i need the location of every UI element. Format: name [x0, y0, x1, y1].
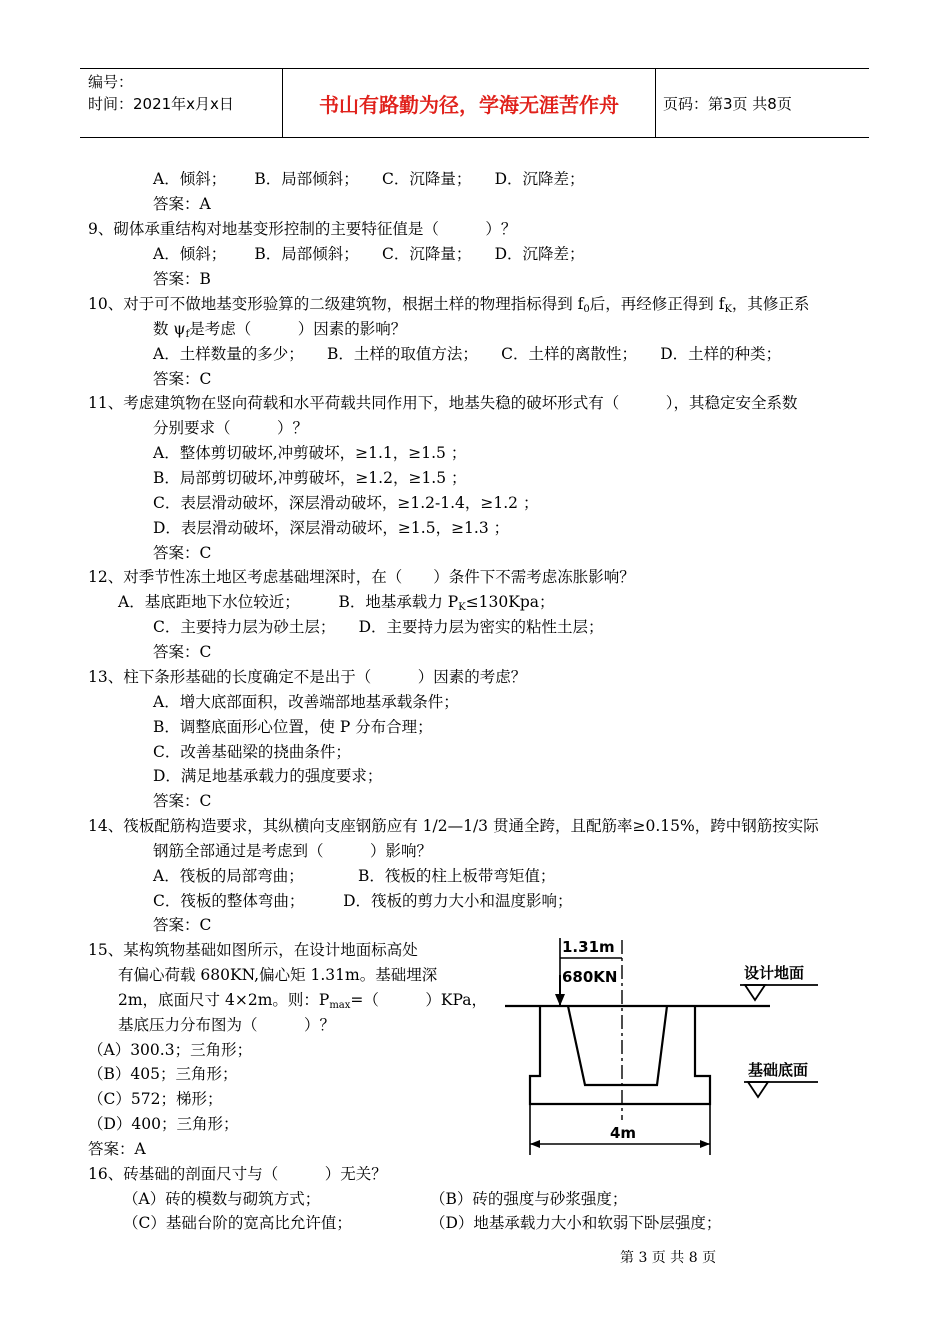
q10-question-line1: 10、对于可不做地基变形验算的二级建筑物，根据土样的物理指标得到 $f_0$后，再经修正得到 $f_K$，其修正系	[88, 295, 810, 315]
q15-option-c: （C）572；梯形；	[88, 1090, 223, 1108]
ground-label: 设计地面	[744, 964, 805, 982]
q11-option-a: A．整体剪切破坏,冲剪破坏，≥1.1，≥1.5 ；	[153, 444, 467, 462]
q11-option-b: B．局部剪切破坏,冲剪破坏，≥1.2，≥1.5 ；	[153, 469, 467, 487]
q16-option-b: （B）砖的强度与砂浆强度；	[430, 1190, 628, 1208]
foundation-outline	[530, 1006, 710, 1104]
q11-option-c: C．表层滑动破坏，深层滑动破坏，≥1.2-1.4，≥1.2 ；	[153, 494, 539, 512]
q15-option-a: （A）300.3；三角形；	[88, 1041, 253, 1059]
header-info	[88, 71, 234, 115]
q12-options-ab: A．基底距地下水位较近； B．地基承载力 $P_K\le 130Kpa$；	[118, 593, 555, 613]
q15-question-line2: 有偏心荷载 680KN,偏心矩 1.31m。基础埋深	[118, 966, 438, 984]
q15-answer: 答案：A	[88, 1140, 146, 1158]
q10-answer: 答案：C	[153, 370, 212, 388]
q15-question-line3: 2m，底面尺寸 4×2m。则：$P_{max}=$（ ）KPa，	[118, 991, 487, 1011]
base-label: 基础底面	[748, 1061, 809, 1079]
ground-level-marker	[745, 985, 765, 1000]
q13-answer: 答案：C	[153, 792, 212, 810]
header-motto: 书山有路勤为径，学海无涯苦作舟	[319, 92, 619, 117]
q15-question-line1: 15、某构筑物基础如图所示，在设计地面标高处	[88, 941, 418, 959]
foundation-pit	[568, 1006, 667, 1085]
width-label: 4m	[610, 1124, 637, 1142]
q8-answer: 答案：A	[153, 195, 211, 213]
q13-option-c: C．改善基础梁的挠曲条件；	[153, 743, 351, 761]
page-header	[80, 68, 869, 138]
q12-options-cd: C．主要持力层为砂土层； D．主要持力层为密实的粘性土层；	[153, 618, 604, 636]
q11-question-line2: 分别要求（ ）？	[153, 419, 309, 437]
q15-question-line4: 基底压力分布图为（ ）？	[118, 1016, 336, 1034]
q10-question-line2: 数 $\psi_f$是考虑（ ）因素的影响？	[153, 320, 407, 340]
q14-question-line2: 钢筋全部通过是考虑到（ ）影响？	[153, 842, 433, 860]
q9-answer: 答案：B	[153, 270, 211, 288]
load-label: 680KN	[562, 968, 618, 986]
q16-option-d: （D）地基承载力大小和软弱下卧层强度；	[430, 1214, 722, 1232]
q12-question: 12、对季节性冻土地区考虑基础埋深时，在（ ）条件下不需考虑冻胀影响？	[88, 568, 635, 586]
q14-options-ab: A．筏板的局部弯曲； B．筏板的柱上板带弯矩值；	[153, 867, 556, 885]
q8-options: A．倾斜； B．局部倾斜； C．沉降量； D．沉降差；	[153, 170, 585, 188]
header-number: 编号：	[88, 73, 134, 91]
q16-option-a: （A）砖的模数与砌筑方式；	[123, 1190, 321, 1208]
q10-options: A．土样数量的多少； B．土样的取值方法； C．土样的离散性； D．土样的种类；	[153, 345, 782, 363]
q11-question-line1: 11、考虑建筑物在竖向荷载和水平荷载共同作用下，地基失稳的破坏形式有（ ），其稳定安全系数	[88, 394, 798, 412]
header-time: 时间：2021年x月x日	[88, 95, 234, 113]
q16-option-c: （C）基础台阶的宽高比允许值；	[123, 1214, 352, 1232]
q13-question: 13、柱下条形基础的长度确定不是出于（ ）因素的考虑？	[88, 668, 527, 686]
q14-answer: 答案：C	[153, 916, 212, 934]
q9-question: 9、砌体承重结构对地基变形控制的主要特征值是（ ）？	[88, 220, 517, 238]
q12-answer: 答案：C	[153, 643, 212, 661]
base-level-marker	[748, 1082, 768, 1097]
q16-question: 16、砖基础的剖面尺寸与（ ）无关？	[88, 1165, 387, 1183]
q14-question-line1: 14、筏板配筋构造要求，其纵横向支座钢筋应有 1/2—1/3 贯通全跨，且配筋率≥0.15%，跨中钢筋按实际	[88, 817, 819, 835]
dim-1-31-label: 1.31m	[562, 938, 615, 956]
q13-option-b: B．调整底面形心位置，使 P 分布合理；	[153, 718, 433, 736]
foundation-figure	[500, 930, 845, 1160]
q14-options-cd: C．筏板的整体弯曲； D．筏板的剪力大小和温度影响；	[153, 892, 573, 910]
q13-option-a: A．增大底部面积，改善端部地基承载条件；	[153, 693, 459, 711]
dim-4m-arrow-left	[530, 1140, 540, 1148]
q11-answer: 答案：C	[153, 544, 212, 562]
dim-4m-arrow-right	[700, 1140, 710, 1148]
q9-options: A．倾斜； B．局部倾斜； C．沉降量； D．沉降差；	[153, 245, 585, 263]
page-footer: 第 3 页 共 8 页	[620, 1250, 717, 1266]
q11-option-d: D．表层滑动破坏，深层滑动破坏，≥1.5，≥1.3 ；	[153, 519, 510, 537]
q15-option-d: （D）400；三角形；	[88, 1115, 239, 1133]
q13-option-d: D．满足地基承载力的强度要求；	[153, 767, 383, 785]
load-arrowhead	[555, 994, 565, 1006]
header-page-label: 页码：第3页 共8页	[663, 94, 792, 113]
header-divider	[655, 69, 656, 137]
q15-option-b: （B）405；三角形；	[88, 1065, 238, 1083]
